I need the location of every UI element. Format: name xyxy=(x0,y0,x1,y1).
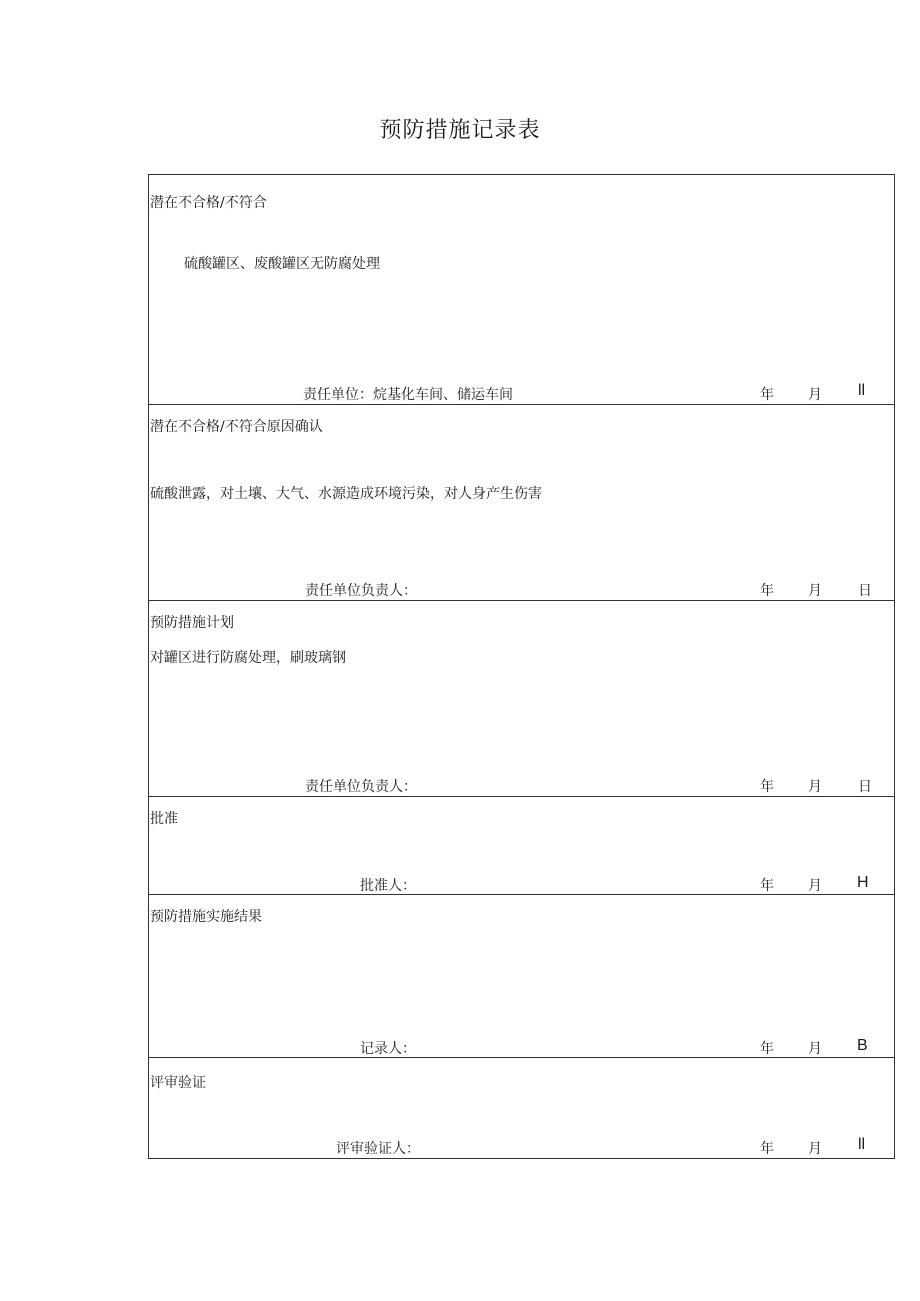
section-prevention-plan xyxy=(149,601,894,797)
date-month: 月 xyxy=(808,878,822,894)
date-month: 月 xyxy=(808,1141,822,1157)
date-month: 月 xyxy=(808,387,822,403)
signature-label: 评审验证人： xyxy=(336,1141,420,1157)
signature-label: 责任单位负责人： xyxy=(305,583,417,599)
section-heading: 预防措施实施结果 xyxy=(150,909,262,925)
date-day: ll xyxy=(858,382,866,399)
date-year: 年 xyxy=(760,387,774,403)
signature-label: 责任单位负责人： xyxy=(305,779,417,795)
signature-label: 责任单位：烷基化车间、储运车间 xyxy=(303,387,513,403)
document-title: 预防措施记录表 xyxy=(379,118,541,143)
section-heading: 批准 xyxy=(150,811,178,827)
signature-label: 批准人： xyxy=(360,878,416,894)
section-potential-nonconformity xyxy=(149,175,894,405)
record-form xyxy=(148,174,895,1159)
section-implementation-result xyxy=(149,895,894,1058)
date-day: H xyxy=(857,874,869,891)
section-heading: 潜在不合格/不符合原因确认 xyxy=(150,419,323,435)
section-content: 对罐区进行防腐处理，刷玻璃钢 xyxy=(150,650,346,666)
date-year: 年 xyxy=(760,1141,774,1157)
signature-label: 记录人： xyxy=(360,1041,416,1057)
section-review-verification xyxy=(149,1058,894,1158)
date-month: 月 xyxy=(808,583,822,599)
date-day: 日 xyxy=(858,583,872,599)
date-day: B xyxy=(857,1037,868,1054)
date-year: 年 xyxy=(760,583,774,599)
date-year: 年 xyxy=(760,1041,774,1057)
section-heading: 评审验证 xyxy=(150,1075,206,1091)
date-day: 日 xyxy=(858,779,872,795)
section-heading: 预防措施计划 xyxy=(150,615,234,631)
date-year: 年 xyxy=(760,779,774,795)
section-content: 硫酸罐区、废酸罐区无防腐处理 xyxy=(184,256,380,272)
date-month: 月 xyxy=(808,1041,822,1057)
date-month: 月 xyxy=(808,779,822,795)
section-content: 硫酸泄露，对土壤、大气、水源造成环境污染，对人身产生伤害 xyxy=(150,486,542,502)
section-approval xyxy=(149,797,894,895)
date-year: 年 xyxy=(760,878,774,894)
section-cause-confirmation xyxy=(149,405,894,601)
section-heading: 潜在不合格/不符合 xyxy=(150,195,267,211)
date-day: ll xyxy=(858,1136,866,1153)
